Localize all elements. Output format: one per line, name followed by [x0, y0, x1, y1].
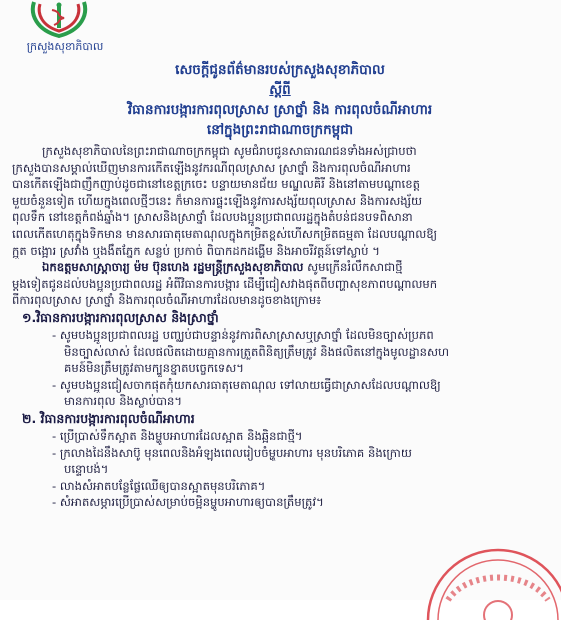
title-line-2 — [60, 80, 500, 100]
section-2-bullet: - ប្រើប្រាស់ទឹកស្អាត និងម្ហូបអាហារដែលស្អាត និងឆ្អិនជាថ្មី។ — [52, 428, 303, 443]
intro-line: ពុលទឹក នៅខេត្តកំពង់ឆ្នាំង។ ស្រាសនិងស្រាថ្នាំ ដែលបងប្អូនប្រជាពលរដ្ឋក្នុងតំបន់ជនបទពិសានា — [12, 210, 413, 225]
title-line-1: សេចក្ដីជូនព័ត៌មានរបស់ក្រសួងសុខាភិបាល — [175, 62, 385, 78]
section-2-bullet: - សំអាតសម្ភារប្រើប្រាស់សម្រាប់ចម្អិនម្ហូបអាហារឲ្យបានត្រឹមត្រូវ។ — [52, 495, 324, 510]
ministry-emblem-icon — [28, 0, 90, 38]
minister-name: ឯកឧត្ដមសាស្ត្រាចារ្យ ម៉ម ប៊ុនហេង រដ្ឋមន្ត្រីក្រសួងសុខាភិបាល — [42, 260, 304, 275]
intro-line: មួយចំនួនទៀត ហើយក្នុងពេលថ្មីៗនេះ ក៏មានការផ្ទុះឡើងនូវការសង្ស័យពុលស្រាស និងការសង្ស័យ — [12, 193, 423, 208]
ministry-logo-block — [10, 0, 120, 68]
title-line-2-text: ស្ដីពី — [269, 82, 291, 98]
ministry-name-label: ក្រសួងសុខាភិបាល — [26, 40, 104, 53]
title-line-3: វិធានការបង្ការការពុលស្រាស ស្រាថ្នាំ និង ការពុលចំណីអាហារ — [127, 102, 433, 118]
section-1-heading: ១.វិធានការបង្ការការពុលស្រាស និងស្រាថ្នាំ — [22, 309, 219, 325]
document-title-block — [60, 60, 500, 140]
official-stamp-icon — [418, 540, 561, 620]
section-1-bullet-cont: មានការពុល និងស្លាប់បាន។ — [64, 394, 183, 409]
section-1-bullet: - សូមបងប្អូនប្រជាពលរដ្ឋ បញ្ឈប់ជាបន្ទាន់នូវការពិសាស្រាសឬស្រាថ្នាំ ដែលមិនច្បាស់ប្រភព — [52, 327, 434, 342]
section-1-bullet-cont: មិនច្បាស់លាស់ ដែលផលិតដោយគ្មានការត្រួតពិនិត្យត្រឹមត្រូវ និងផលិតនៅក្នុងមូលដ្ឋានសហ — [64, 344, 450, 359]
intro-line: ក្អួត ចង្អោរ ស្រវាំង ឬងងឹតភ្នែក សន្លប់ ប្រកាច់ ពិបាកដកដង្ហើម និងអាចរីវត្តន៍ទៅស្លាប់ ។ — [12, 243, 380, 258]
minister-line-tail: សូមក្រើនរំលឹកសាជាថ្មី — [303, 260, 403, 275]
section-1-bullet-cont: គមន៍មិនត្រឹមត្រូវតាមក្បួនខ្នាតបច្ចេកទេស។ — [64, 361, 244, 376]
section-2-bullet-cont: បន្ទោបង់។ — [64, 462, 109, 477]
document-body — [12, 143, 548, 511]
section-2-heading: ២. វិធានការបង្ការការពុលចំណីអាហារ — [22, 410, 195, 426]
minister-line — [12, 259, 548, 276]
intro-line: ក្រសួងសុខាភិបាលនៃព្រះរាជាណាចក្រកម្ពុជា សូមជំរាបជូនសាធារណជនទាំងអស់ជ្រាបថា — [42, 144, 417, 158]
section-1-bullet: - សូមបងប្អូនជៀសចាកផុតកុំយកសារធាតុមេតាណុល ទៅលាយធ្វើជាស្រាសដែលបណ្ដាលឱ្យ — [52, 377, 441, 392]
intro-line: ពេលកើតហេតុក្នុងទិកមាន មានសារធាតុមេតាណុលក្នុងកម្រិតខ្ពស់ហើសកម្រិតធម្មតា ដែលបណ្ដាលឱ្យ — [12, 226, 438, 241]
intro-line: ក្រសួងបានសម្គាល់ឃើញមានការកើតឡើងនូវករណីពុលស្រាស ស្រាថ្នាំ និងការពុលចំណីអាហារ — [12, 160, 411, 175]
title-line-4: នៅក្នុងព្រះរាជាណាចក្រកម្ពុជា — [206, 122, 354, 138]
intro-line: បានកើតឡើងជាញឹកញាប់ដូចជានៅខេត្តក្រចេះ បន្ទាយមានជ័យ មណ្ឌលគិរី និងនៅតាមបណ្ដាខេត្ត — [12, 177, 420, 192]
intro2-line: ពីការពុលស្រាស ស្រាថ្នាំ និងការពុលចំណីអាហារដែលមានដូចខាងក្រោម៖ — [12, 293, 322, 308]
intro2-line: ម្ដងទៀតជូនដល់បងប្អូនប្រជាពលរដ្ឋ អំពីវិធានការបង្ការ ដើម្បីជៀសវាងផុតពីបញ្ហាសុខភាពបណ្ដាលមក — [12, 276, 438, 291]
section-2-bullet: - ក្រលាងដៃនឹងសាប៊ូ មុនពេលនិងអំឡុងពេលរៀបចំម្ហូបអាហារ មុនបរិភោគ និងក្រោយ — [52, 445, 412, 460]
section-2-bullet: - លាងសំអាតបន្លែផ្លែឈើឲ្យបានស្អាតមុនបរិភោគ។ — [52, 478, 266, 493]
